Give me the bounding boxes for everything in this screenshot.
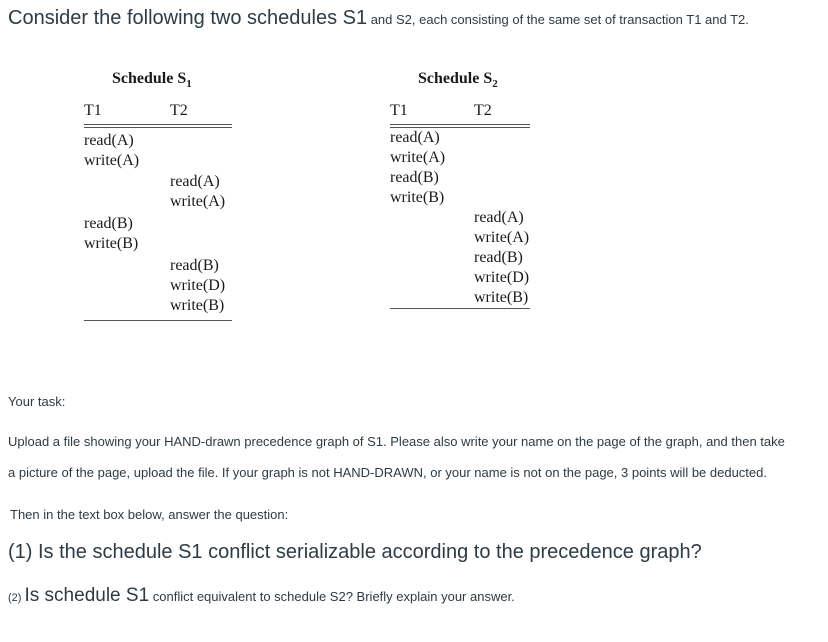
schedule2-footer-rule: [390, 308, 530, 309]
intro-lead: Consider the following two schedules S1: [8, 7, 368, 29]
op: read(A): [84, 132, 134, 149]
op: write(B): [170, 297, 225, 314]
schedule2-header-rule-top: [390, 124, 530, 125]
schedule1-header-rule-bottom: [84, 127, 232, 128]
schedule2-t2-block: [474, 208, 529, 308]
op: write(B): [474, 289, 529, 306]
schedule1-col-t2: T2: [170, 102, 188, 119]
paragraph1-line2: a picture of the page, upload the file. If your graph is not HAND-DRAWN, or your name is not on the page, 3 points will be deducted.: [8, 465, 767, 480]
question1: (1) Is the schedule S1 conflict serializable according to the precedence graph?: [8, 541, 702, 563]
op: read(B): [84, 215, 133, 232]
op: read(B): [474, 249, 523, 266]
question2-number: (2): [8, 592, 25, 604]
schedule1-t1-block-b: [84, 214, 138, 254]
op: read(B): [170, 257, 219, 274]
op: write(A): [390, 149, 446, 166]
op: write(D): [474, 269, 530, 286]
schedule2-title: Schedule $S_2$: [418, 70, 498, 91]
op: read(A): [474, 209, 524, 226]
op: write(A): [84, 152, 140, 169]
op: write(A): [170, 193, 226, 210]
question2-lead: Is schedule S1: [24, 585, 150, 606]
schedule2-col-t2: T2: [474, 102, 492, 119]
schedule1-t1-block-a: [84, 131, 139, 171]
schedule1-footer-rule: [84, 320, 232, 321]
schedule1-title: Schedule $S_1$: [112, 70, 192, 91]
schedule1-t2-block-a: [170, 172, 225, 212]
schedule2-t1-block: [390, 128, 445, 208]
schedule2-col-t1: T1: [390, 102, 408, 119]
question2-tail: conflict equivalent to schedule S2? Briefly explain your answer.: [149, 589, 515, 604]
schedule1-t2-block-b: [170, 256, 225, 316]
op: read(B): [390, 169, 439, 186]
intro-text: [8, 7, 749, 30]
op: write(A): [474, 229, 530, 246]
op: write(B): [390, 189, 445, 206]
op: read(A): [170, 173, 220, 190]
schedule1-col-t1: T1: [84, 102, 102, 119]
op: write(D): [170, 277, 226, 294]
question2: [8, 585, 515, 607]
op: read(A): [390, 129, 440, 146]
op: write(B): [84, 235, 139, 252]
schedule1-header-rule-top: [84, 124, 232, 125]
paragraph1-line1: Upload a file showing your HAND-drawn precedence graph of S1. Please also write your name on the page of the graph, and then take: [8, 434, 785, 449]
paragraph2: Then in the text box below, answer the question:: [10, 507, 289, 522]
task-label: Your task:: [8, 394, 66, 409]
intro-tail: and S2, each consisting of the same set of transaction T1 and T2.: [367, 12, 749, 27]
